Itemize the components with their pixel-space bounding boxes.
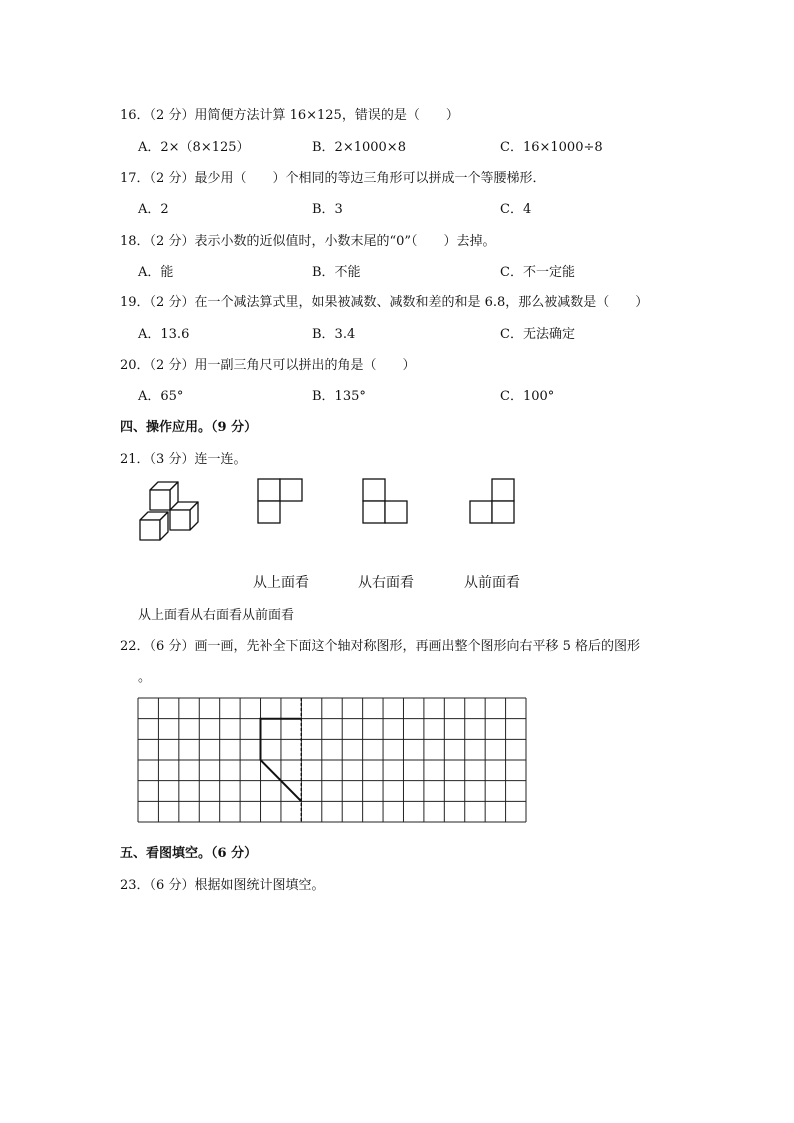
question-18-option-b: B．不能 bbox=[312, 265, 361, 280]
question-21-stem: 21．（3 分）连一连。 bbox=[120, 452, 247, 467]
question-20-option-a: A．65° bbox=[138, 389, 184, 404]
question-16-option-b: B．2×1000×8 bbox=[312, 140, 406, 155]
question-19-option-c: C．无法确定 bbox=[500, 327, 575, 342]
view-shape-1 bbox=[257, 478, 303, 524]
view-shape-3 bbox=[469, 478, 515, 524]
question-19-option-b: B．3.4 bbox=[312, 327, 356, 342]
question-17-stem: 17．（2 分）最少用（ ）个相同的等边三角形可以拼成一个等腰梯形． bbox=[120, 171, 546, 186]
question-16-option-a: A．2×（8×125） bbox=[138, 140, 250, 155]
question-21-labels-text: 从上面看从右面看从前面看 bbox=[138, 608, 295, 623]
drawing-grid bbox=[138, 698, 530, 826]
section-4-heading: 四、操作应用。（9 分） bbox=[120, 420, 258, 435]
question-16-option-c: C．16×1000÷8 bbox=[500, 140, 603, 155]
question-20-option-b: B．135° bbox=[312, 389, 366, 404]
question-23-stem: 23．（6 分）根据如图统计图填空。 bbox=[120, 878, 325, 893]
question-17-option-c: C．4 bbox=[500, 202, 532, 217]
view-label-right: 从右面看 bbox=[358, 575, 414, 591]
question-20-stem: 20．（2 分）用一副三角尺可以拼出的角是（ ） bbox=[120, 358, 416, 373]
question-18-option-a: A．能 bbox=[138, 265, 174, 280]
question-19-stem: 19．（2 分）在一个减法算式里，如果被减数、减数和差的和是 6.8，那么被减数是（ ） bbox=[120, 295, 649, 310]
question-20-option-c: C．100° bbox=[500, 389, 555, 404]
view-label-top: 从上面看 bbox=[253, 575, 309, 591]
question-22-stem-tail: 。 bbox=[138, 670, 152, 685]
section-5-heading: 五、看图填空。（6 分） bbox=[120, 846, 258, 861]
cube-stack-figure bbox=[130, 482, 220, 556]
question-18-option-c: C．不一定能 bbox=[500, 265, 575, 280]
question-16-stem: 16．（2 分）用简便方法计算 16×125，错误的是（ ） bbox=[120, 108, 459, 123]
view-label-front: 从前面看 bbox=[464, 575, 520, 591]
question-17-option-a: A．2 bbox=[138, 202, 169, 217]
question-17-option-b: B．3 bbox=[312, 202, 343, 217]
question-18-stem: 18．（2 分）表示小数的近似值时，小数末尾的“0”（ ）去掉。 bbox=[120, 234, 496, 249]
view-shape-2 bbox=[362, 478, 408, 524]
question-22-stem: 22．（6 分）画一画，先补全下面这个轴对称图形，再画出整个图形向右平移 5 格后的图形 bbox=[120, 639, 640, 654]
question-19-option-a: A．13.6 bbox=[138, 327, 190, 342]
